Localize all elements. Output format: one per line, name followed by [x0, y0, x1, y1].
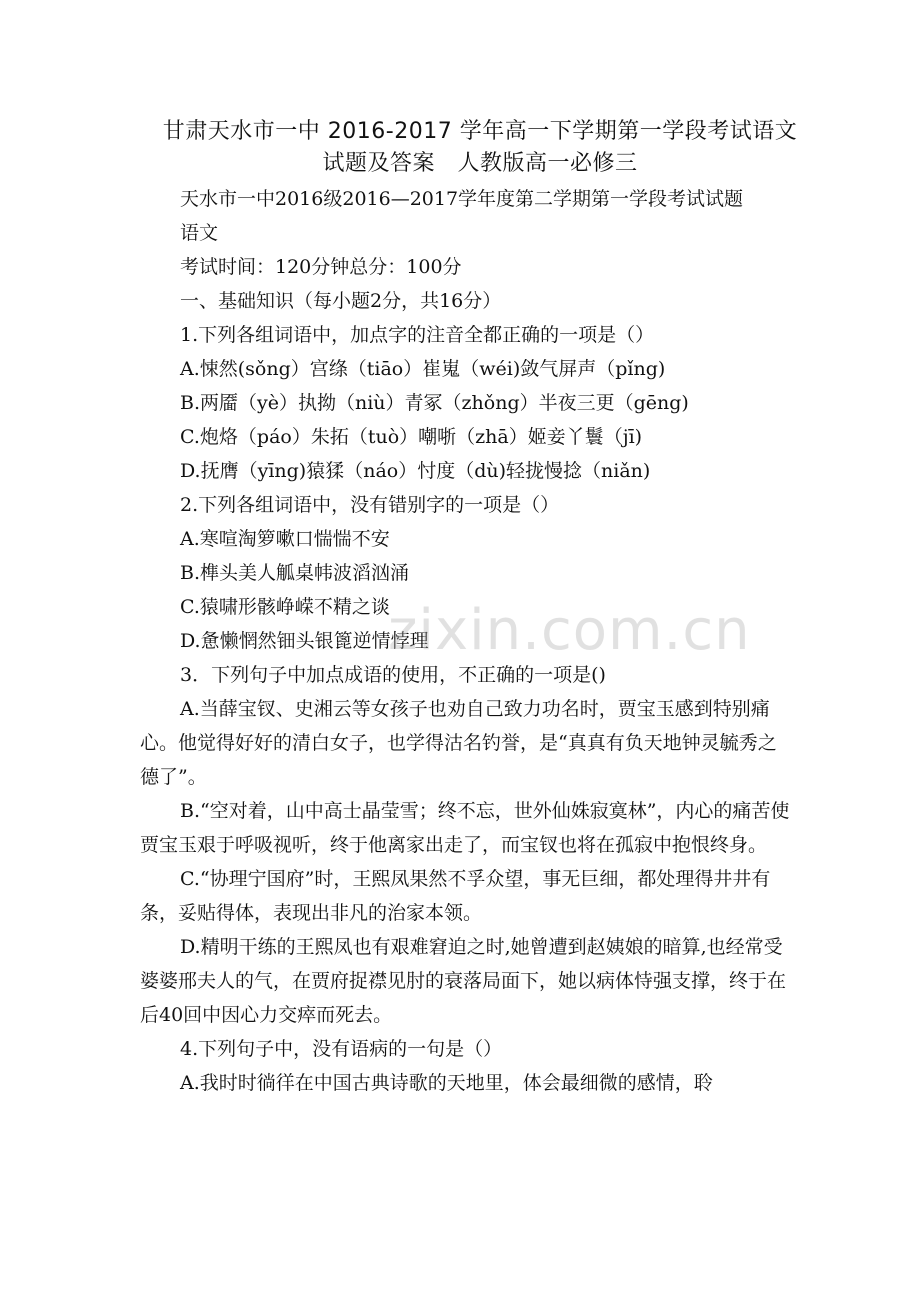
question-1: 1.下列各组词语中，加点字的注音全都正确的一项是（）: [180, 324, 655, 346]
question-1-option-a: A.悚然(sǒng）宫绦（tiāo）崔嵬（wéi)敛气屏声（pǐng): [180, 358, 666, 380]
question-2-option-b: B.榫头美人觚桌帏波滔汹涌: [180, 562, 410, 584]
question-4-option-a: A.我时时徜徉在中国古典诗歌的天地里，体会最细微的感情，聆: [180, 1072, 713, 1094]
document-title-line-2: 试题及答案 人教版高一必修三: [322, 151, 638, 176]
watermark-text: zixin.com.cn: [388, 598, 751, 663]
paragraph-exam-heading: 天水市一中2016级2016—2017学年度第二学期第一学段考试试题: [180, 188, 744, 210]
section-heading-basic-knowledge: 一、基础知识（每小题2分，共16分）: [180, 290, 502, 312]
question-2-option-d: D.惫懒惘然钿头银篦逆情悖理: [180, 630, 429, 652]
question-3-option-a: A.当薛宝钗、史湘云等女孩子也劝自己致力功名时，贾宝玉感到特别痛心。他觉得好好的清白女子，也学得沽名钓誉，是“真真有负天地钟灵毓秀之德了”。: [140, 698, 777, 788]
question-4: 4.下列句子中，没有语病的一句是（）: [180, 1038, 503, 1060]
paragraph-subject: 语文: [180, 222, 219, 244]
question-1-option-d: D.抚膺（yīng)猿猱（náo）忖度（dù)轻拢慢捻（niǎn): [180, 460, 651, 482]
question-2-option-c: C.猿啸形骸峥嵘不精之谈: [180, 596, 390, 618]
question-2-option-a: A.寒喧淘箩嗽口惴惴不安: [180, 528, 390, 550]
document-title-line-1: 甘肃天水市一中 2016-2017 学年高一下学期第一学段考试语文: [162, 119, 798, 144]
question-1-option-b: B.两靥（yè）执拗（niù）青冢（zhǒng）半夜三更（gēng): [180, 392, 689, 414]
question-3-option-c: C.“协理宁国府”时，王熙凤果然不孚众望，事无巨细，都处理得井井有条，妥贴得体，表现出非凡的治家本领。: [140, 868, 771, 924]
question-3-option-d: D.精明干练的王熙凤也有艰难窘迫之时,她曾遭到赵姨娘的暗算,也经常受婆婆邢夫人的气，在贾府捉襟见肘的衰落局面下，她以病体恃强支撑，终于在后40回中因心力交瘁而死去。: [140, 936, 787, 1026]
question-2: 2.下列各组词语中，没有错别字的一项是（）: [180, 494, 560, 516]
question-3: 3．下列句子中加点成语的使用，不正确的一项是(): [180, 664, 606, 686]
document-body: [140, 182, 790, 1100]
paragraph-exam-time: 考试时间：120分钟总分：100分: [180, 256, 462, 278]
question-1-option-c: C.炮烙（páo）朱拓（tuò）嘲哳（zhā）姬妾丫鬟（jī): [180, 426, 643, 448]
question-3-option-b: B.“空对着，山中高士晶莹雪；终不忘，世外仙姝寂寞林”，内心的痛苦使贾宝玉艰于呼吸视听，终于他离家出走了，而宝钗也将在孤寂中抱恨终身。: [140, 800, 790, 856]
